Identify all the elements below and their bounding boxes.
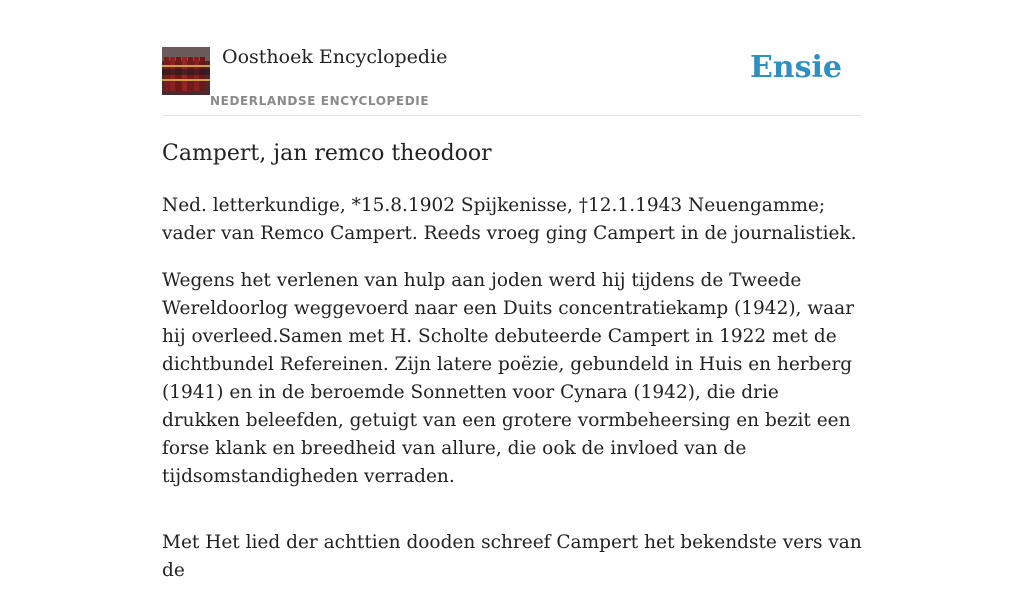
site-subtitle: NEDERLANDSE ENCYCLOPEDIE [210, 94, 430, 108]
article-paragraph: Wegens het verlenen van hulp aan joden werd hij tijdens de Tweede Wereldoorlog weggevoerd naar een Duits concentratiekamp (1942), waar hij overleed.Samen met H. Scholte debuteerde Campert in 1922 met de dichtbundel Refereinen. Zijn latere poëzie, gebundeld in Huis en herberg (1941) en in de beroemde Sonnetten voor Cynara (1942), die drie drukken beleefden, getuigt van een grotere vormbeheersing en bezit een forse klank en breedheid van allure, die ook de invloed van de tijdsomstandigheden verraden. [162, 270, 855, 487]
article-paragraph: Ned. letterkundige, *15.8.1902 Spijkenisse, †12.1.1943 Neuengamme; vader van Remco Campert. Reeds vroeg ging Campert in de journalistiek. [162, 195, 857, 244]
books-icon [162, 47, 210, 95]
page-container [162, 0, 862, 581]
article-title: Campert, jan remco theodoor [162, 141, 492, 166]
ensie-logo-link[interactable]: Ensie [749, 50, 842, 85]
encyclopedia-books-avatar[interactable] [162, 47, 210, 95]
site-header [162, 0, 862, 116]
site-name-link[interactable]: Oosthoek Encyclopedie [222, 46, 448, 68]
article-paragraph: Met Het lied der achttien dooden schreef Campert het bekendste vers van de [162, 532, 862, 581]
article-body [162, 192, 862, 604]
